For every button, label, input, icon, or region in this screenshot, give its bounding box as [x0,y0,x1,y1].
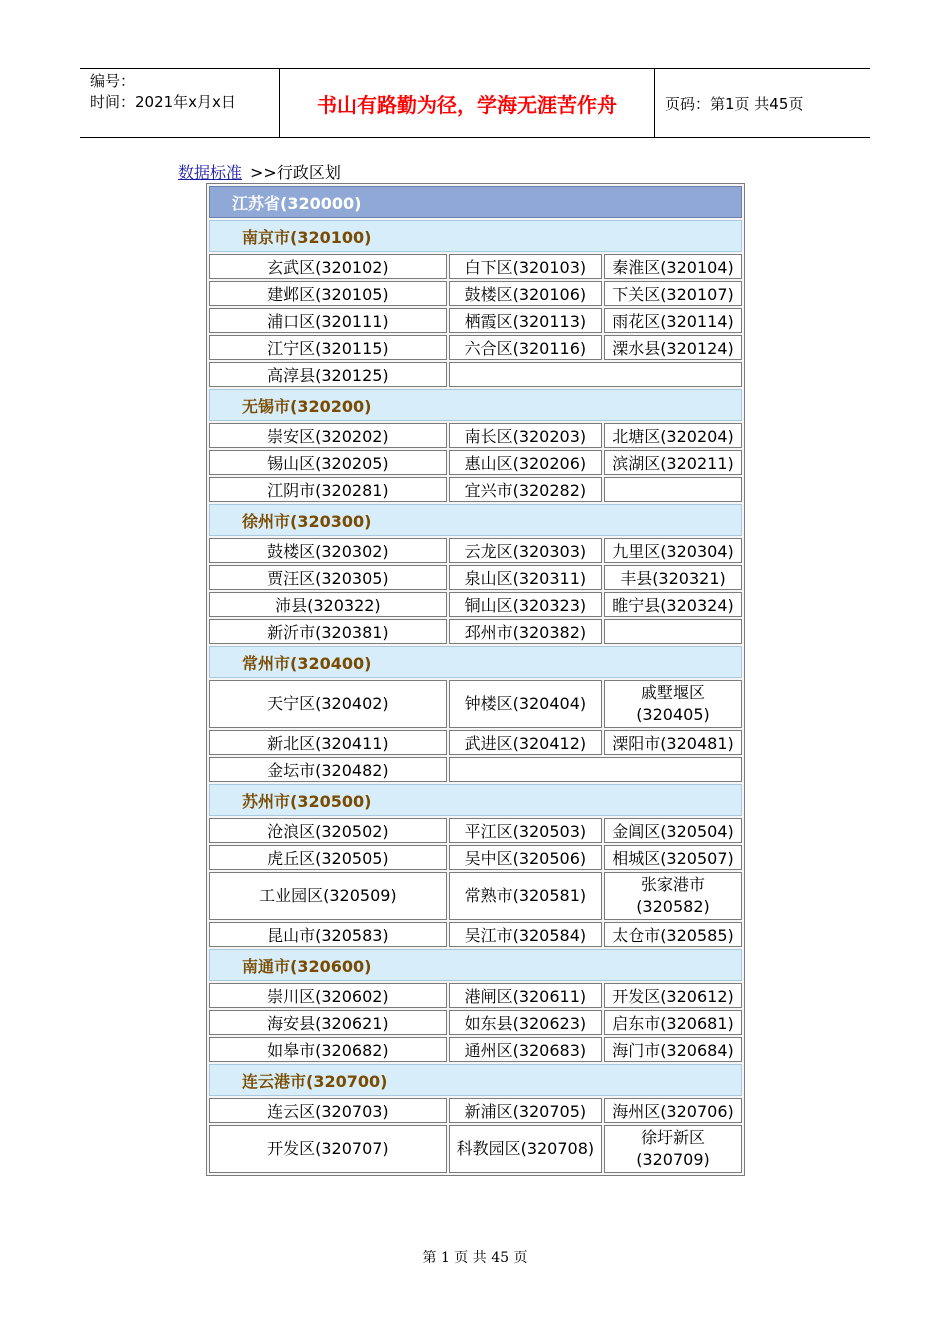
district-cell: 连云区(320703) [209,1098,447,1123]
district-row [209,1010,742,1035]
city-row [209,646,742,678]
district-cell: 开发区(320612) [604,983,742,1008]
district-cell: 崇安区(320202) [209,423,447,448]
district-cell: 开发区(320707) [209,1125,447,1173]
city-header: 常州市(320400) [209,646,742,678]
district-cell: 戚墅堰区(320405) [604,680,742,728]
number-label: 编号： [90,72,136,90]
district-cell: 常熟市(320581) [449,872,602,920]
district-cell: 武进区(320412) [449,730,602,755]
district-cell: 北塘区(320204) [604,423,742,448]
district-cell: 通州区(320683) [449,1037,602,1062]
district-cell [604,619,742,644]
city-header: 南京市(320100) [209,220,742,252]
header-meta [80,69,280,137]
district-cell: 雨花区(320114) [604,308,742,333]
page-footer: 第 1 页 共 45 页 [422,1250,528,1266]
district-cell: 浦口区(320111) [209,308,447,333]
city-row [209,949,742,981]
breadcrumb-current: 行政区划 [276,163,341,182]
city-row [209,220,742,252]
district-cell: 钟楼区(320404) [449,680,602,728]
district-cell: 张家港市(320582) [604,872,742,920]
district-cell [604,477,742,502]
district-cell: 邳州市(320382) [449,619,602,644]
district-cell: 鼓楼区(320106) [449,281,602,306]
district-row [209,281,742,306]
district-cell: 港闸区(320611) [449,983,602,1008]
district-cell: 白下区(320103) [449,254,602,279]
district-cell: 新沂市(320381) [209,619,447,644]
division-table-body [209,186,742,1173]
district-row [209,680,742,728]
district-cell: 如皋市(320682) [209,1037,447,1062]
breadcrumb-separator: >> [250,163,277,182]
district-cell: 秦淮区(320104) [604,254,742,279]
district-cell: 昆山市(320583) [209,922,447,947]
district-cell: 沛县(320322) [209,592,447,617]
district-cell: 金坛市(320482) [209,757,447,782]
district-cell: 平江区(320503) [449,818,602,843]
district-cell: 高淳县(320125) [209,362,447,387]
district-cell: 江宁区(320115) [209,335,447,360]
district-cell: 栖霞区(320113) [449,308,602,333]
district-cell: 南长区(320203) [449,423,602,448]
district-row [209,619,742,644]
district-cell: 建邺区(320105) [209,281,447,306]
document-header [80,68,870,138]
district-row [209,730,742,755]
empty-cell [449,362,742,387]
district-row [209,1098,742,1123]
district-cell: 滨湖区(320211) [604,450,742,475]
city-header: 南通市(320600) [209,949,742,981]
district-row [209,308,742,333]
district-cell: 如东县(320623) [449,1010,602,1035]
header-motto: 书山有路勤为径，学海无涯苦作舟 [280,69,655,137]
province-header: 江苏省(320000) [209,186,742,218]
province-row [209,186,742,218]
district-row [209,565,742,590]
district-cell: 丰县(320321) [604,565,742,590]
district-cell: 海门市(320684) [604,1037,742,1062]
district-cell: 新北区(320411) [209,730,447,755]
district-row [209,362,742,387]
district-row [209,922,742,947]
city-row [209,504,742,536]
district-cell: 吴江市(320584) [449,922,602,947]
district-row [209,872,742,920]
district-cell: 锡山区(320205) [209,450,447,475]
district-cell: 玄武区(320102) [209,254,447,279]
district-cell: 宜兴市(320282) [449,477,602,502]
district-cell: 海安县(320621) [209,1010,447,1035]
district-cell: 溧水县(320124) [604,335,742,360]
city-row [209,389,742,421]
district-row [209,983,742,1008]
district-cell: 启东市(320681) [604,1010,742,1035]
breadcrumb-link-data-standard[interactable]: 数据标准 [178,163,243,182]
district-cell: 科教园区(320708) [449,1125,602,1173]
city-header: 无锡市(320200) [209,389,742,421]
district-cell: 崇川区(320602) [209,983,447,1008]
district-row [209,1037,742,1062]
district-cell: 徐圩新区(320709) [604,1125,742,1173]
district-cell: 天宁区(320402) [209,680,447,728]
district-cell: 贾汪区(320305) [209,565,447,590]
district-cell: 惠山区(320206) [449,450,602,475]
district-cell: 鼓楼区(320302) [209,538,447,563]
city-header: 连云港市(320700) [209,1064,742,1096]
city-header: 苏州市(320500) [209,784,742,816]
district-cell: 海州区(320706) [604,1098,742,1123]
district-row [209,757,742,782]
district-row [209,423,742,448]
district-cell: 虎丘区(320505) [209,845,447,870]
district-cell: 太仓市(320585) [604,922,742,947]
city-row [209,1064,742,1096]
header-page-info: 页码：第1页 共45页 [665,94,804,113]
district-cell: 泉山区(320311) [449,565,602,590]
district-row [209,254,742,279]
breadcrumb [178,160,341,183]
district-cell: 吴中区(320506) [449,845,602,870]
city-row [209,784,742,816]
time-label: 时间：2021年x月x日 [90,93,236,111]
district-cell: 相城区(320507) [604,845,742,870]
district-cell: 铜山区(320323) [449,592,602,617]
district-row [209,450,742,475]
district-row [209,335,742,360]
district-row [209,538,742,563]
district-cell: 睢宁县(320324) [604,592,742,617]
district-cell: 新浦区(320705) [449,1098,602,1123]
district-row [209,845,742,870]
district-cell: 金阊区(320504) [604,818,742,843]
empty-cell [449,757,742,782]
division-table-frame [206,183,745,1176]
district-cell: 九里区(320304) [604,538,742,563]
district-row [209,818,742,843]
district-cell: 工业园区(320509) [209,872,447,920]
district-cell: 溧阳市(320481) [604,730,742,755]
district-cell: 沧浪区(320502) [209,818,447,843]
division-table [207,184,744,1175]
city-header: 徐州市(320300) [209,504,742,536]
district-cell: 下关区(320107) [604,281,742,306]
district-row [209,1125,742,1173]
district-cell: 六合区(320116) [449,335,602,360]
district-row [209,592,742,617]
district-row [209,477,742,502]
district-cell: 云龙区(320303) [449,538,602,563]
district-cell: 江阴市(320281) [209,477,447,502]
